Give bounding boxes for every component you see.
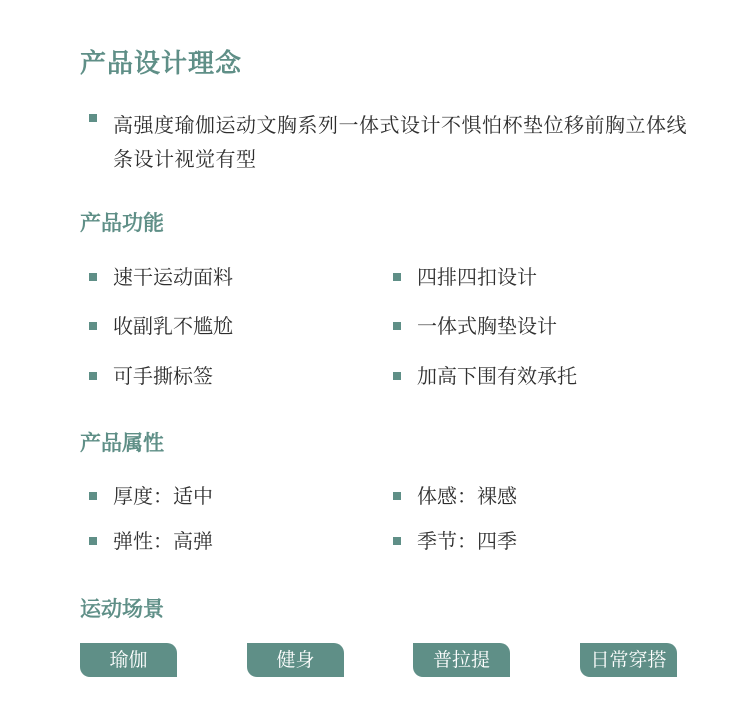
attribute-item: 弹性：高弹 bbox=[113, 529, 213, 553]
function-item: 速干运动面料 bbox=[113, 265, 233, 289]
page-title: 产品设计理念 bbox=[80, 49, 243, 79]
attribute-item: 厚度：适中 bbox=[113, 484, 213, 508]
bullet-icon bbox=[393, 492, 401, 500]
scenes-heading: 运动场景 bbox=[80, 597, 164, 621]
bullet-icon bbox=[393, 537, 401, 545]
bullet-icon bbox=[89, 322, 97, 330]
function-item: 收副乳不尴尬 bbox=[113, 314, 233, 338]
bullet-icon bbox=[89, 537, 97, 545]
functions-heading: 产品功能 bbox=[80, 211, 164, 235]
scene-tag: 健身 bbox=[247, 643, 344, 677]
attribute-item: 体感：裸感 bbox=[417, 484, 517, 508]
bullet-icon bbox=[89, 372, 97, 380]
bullet-icon bbox=[393, 322, 401, 330]
function-item: 加高下围有效承托 bbox=[417, 364, 577, 388]
scene-tag: 日常穿搭 bbox=[580, 643, 677, 677]
function-item: 四排四扣设计 bbox=[417, 265, 537, 289]
attributes-heading: 产品属性 bbox=[80, 431, 164, 455]
scene-tag: 普拉提 bbox=[413, 643, 510, 677]
bullet-icon bbox=[89, 492, 97, 500]
scene-tag: 瑜伽 bbox=[80, 643, 177, 677]
design-description: 高强度瑜伽运动文胸系列一体式设计不惧怕杯垫位移前胸立体线条设计视觉有型 bbox=[113, 113, 687, 171]
bullet-icon bbox=[89, 114, 97, 122]
bullet-icon bbox=[393, 273, 401, 281]
function-item: 可手撕标签 bbox=[113, 364, 213, 388]
function-item: 一体式胸垫设计 bbox=[417, 314, 557, 338]
bullet-icon bbox=[89, 273, 97, 281]
bullet-icon bbox=[393, 372, 401, 380]
attribute-item: 季节：四季 bbox=[417, 529, 517, 553]
